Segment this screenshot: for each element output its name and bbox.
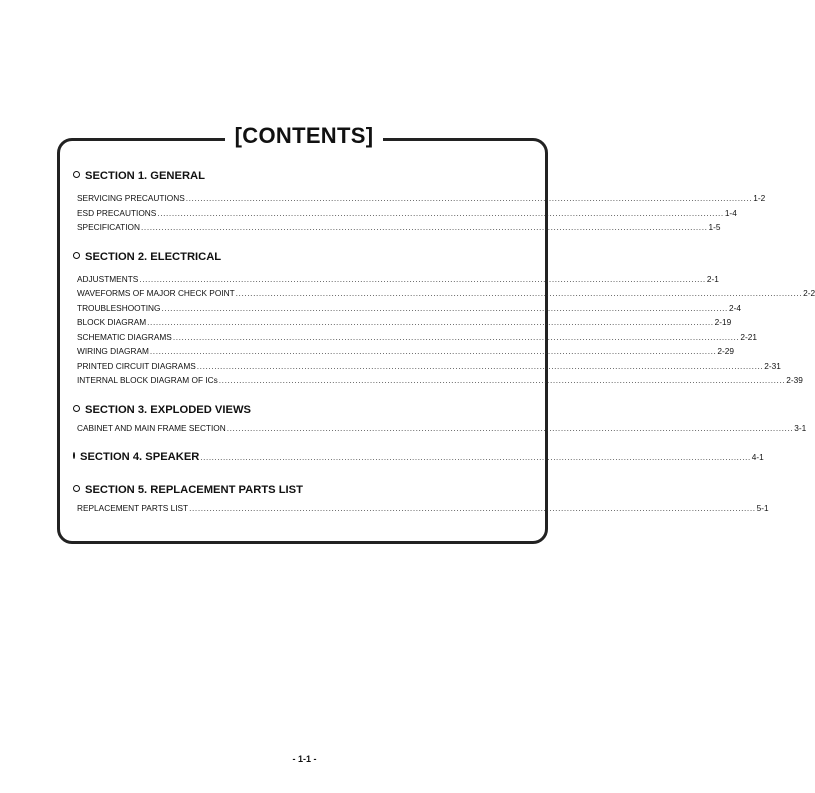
toc-entry[interactable]: [73, 286, 815, 301]
section-heading[interactable]: [73, 482, 517, 499]
dot-leader: ...................................................................................................................................................................................................: [189, 503, 756, 513]
dot-leader: ...................................................................................................................................................................................................: [235, 288, 803, 298]
toc-entry-label: INTERNAL BLOCK DIAGRAM OF ICs: [77, 375, 218, 385]
section-heading[interactable]: [73, 168, 517, 185]
dot-leader: ...................................................................................................................................................................................................: [196, 360, 764, 371]
toc-entry[interactable]: [73, 301, 741, 316]
toc-entry-page: 3-1: [794, 422, 807, 433]
toc-entry[interactable]: [73, 315, 732, 330]
toc-entry-label: WAVEFORMS OF MAJOR CHECK POINT: [77, 288, 235, 298]
toc-entry[interactable]: [73, 272, 719, 287]
toc-entry-label: SCHEMATIC DIAGRAMS: [77, 331, 172, 342]
toc-entry-page: 2-4: [728, 302, 741, 313]
dot-leader: ...................................................................................................................................................................................................: [147, 317, 714, 327]
section-replacement-parts: [73, 482, 769, 516]
toc-entry-page: 2-31: [764, 360, 781, 371]
section-items: [73, 501, 769, 516]
section-electrical: [73, 249, 815, 388]
dot-leader: ...................................................................................................................................................................................................: [185, 193, 753, 203]
dot-leader: ...................................................................................................................................................................................................: [141, 222, 708, 232]
dot-leader: ...................................................................................................................................................................................................: [218, 375, 786, 385]
section-heading[interactable]: [73, 449, 764, 466]
section-heading-text: SECTION 4. SPEAKER: [80, 451, 200, 463]
circle-bullet-icon: [73, 252, 80, 259]
toc-entry[interactable]: [73, 191, 766, 206]
dot-leader: ...................................................................................................................................................................................................: [139, 273, 706, 284]
toc-entry-label: TROUBLESHOOTING: [77, 302, 161, 313]
section-heading-text: SECTION 2. ELECTRICAL: [85, 250, 222, 263]
section-heading[interactable]: [73, 249, 517, 266]
toc-entry-label: REPLACEMENT PARTS LIST: [77, 503, 189, 513]
circle-bullet-icon: [73, 452, 75, 459]
table-of-contents: [73, 168, 815, 530]
section-heading-text: SECTION 1. GENERAL: [85, 170, 205, 182]
toc-entry-label: ESD PRECAUTIONS: [77, 207, 157, 218]
circle-bullet-icon: [73, 485, 80, 492]
toc-entry-label: CABINET AND MAIN FRAME SECTION: [77, 422, 226, 433]
toc-entry-label: PRINTED CIRCUIT DIAGRAMS: [77, 360, 196, 371]
dot-leader: ...................................................................................................................................................................................................: [161, 302, 728, 313]
toc-entry-label: ADJUSTMENTS: [77, 273, 139, 284]
dot-leader: ...................................................................................................................................................................................................: [157, 207, 724, 218]
dot-leader: ...................................................................................................................................................................................................: [226, 422, 794, 433]
toc-entry[interactable]: [73, 220, 721, 235]
dot-leader: ...................................................................................................................................................................................................: [200, 453, 751, 462]
toc-entry[interactable]: [73, 501, 769, 516]
section-heading-text: SECTION 3. EXPLODED VIEWS: [85, 403, 251, 416]
toc-entry-page: 2-39: [786, 375, 803, 385]
toc-entry-page: 2-21: [740, 331, 757, 342]
section-heading-page: 4-1: [751, 452, 764, 462]
toc-entry-page: 2-1: [706, 273, 719, 284]
page-number: - 1-1 -: [292, 754, 317, 764]
section-items: [73, 421, 807, 436]
section-speaker: [73, 449, 764, 466]
toc-entry-page: 2-29: [717, 346, 735, 356]
toc-entry[interactable]: [73, 359, 781, 374]
toc-entry-page: 2-19: [714, 317, 732, 327]
toc-entry-label: WIRING DIAGRAM: [77, 346, 149, 356]
section-general: [73, 168, 766, 235]
section-heading[interactable]: [73, 402, 517, 419]
dot-leader: ...................................................................................................................................................................................................: [149, 346, 717, 356]
toc-entry-page: 2-2: [803, 288, 815, 298]
section-heading-text: SECTION 5. REPLACEMENT PARTS LIST: [85, 484, 303, 496]
toc-entry[interactable]: [73, 344, 735, 359]
section-items: [73, 191, 766, 235]
toc-entry-label: SERVICING PRECAUTIONS: [77, 193, 185, 203]
toc-entry-page: 5-1: [756, 503, 769, 513]
section-items: [73, 272, 815, 388]
toc-entry-label: BLOCK DIAGRAM: [77, 317, 147, 327]
toc-entry-label: SPECIFICATION: [77, 222, 141, 232]
toc-entry[interactable]: [73, 206, 737, 221]
toc-entry-page: 1-2: [753, 193, 766, 203]
circle-bullet-icon: [73, 171, 80, 178]
toc-entry[interactable]: [73, 330, 757, 345]
toc-entry[interactable]: [73, 421, 807, 436]
toc-entry-page: 1-5: [708, 222, 721, 232]
section-exploded-views: [73, 402, 807, 436]
toc-entry[interactable]: [73, 373, 803, 388]
circle-bullet-icon: [73, 405, 80, 412]
contents-title: [CONTENTS]: [225, 121, 383, 151]
dot-leader: ...................................................................................................................................................................................................: [172, 331, 740, 342]
toc-entry-page: 1-4: [724, 207, 737, 218]
